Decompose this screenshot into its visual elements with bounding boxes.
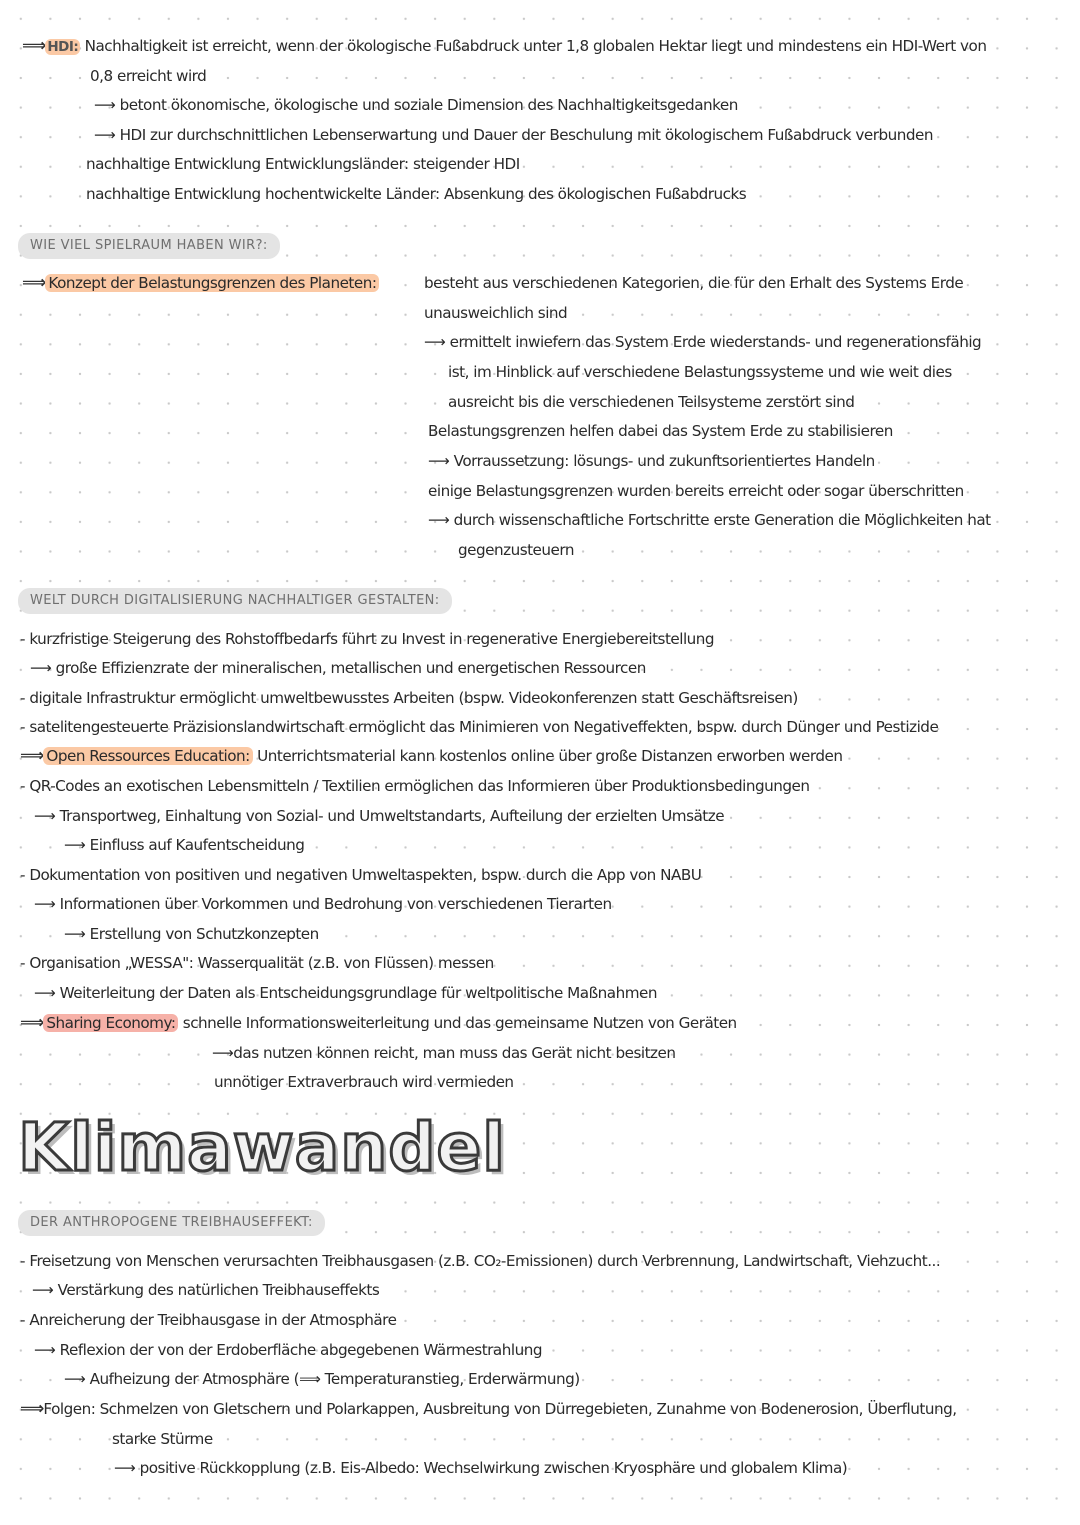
double-arrow-icon: ⟹ <box>22 273 46 293</box>
section-heading-treibhauseffekt: DER ANTHROPOGENE TREIBHAUSEFFEKT: <box>18 1210 325 1236</box>
arrow-right-icon: ⟶ <box>64 836 90 854</box>
arrow-right-icon: ⟶ <box>428 452 454 470</box>
treibhaus-point-4: ⟶ positive Rückkopplung (z.B. Eis-Albedo: Wechselwirkung zwischen Kryosphäre und globalem Klima) <box>114 1459 848 1477</box>
double-arrow-icon: ⟹ <box>22 36 46 56</box>
spielraum-line-6: Belastungsgrenzen helfen dabei das System Erde zu stabilisieren <box>428 422 893 440</box>
arrow-right-icon: ⟶ <box>34 984 60 1002</box>
arrow-right-icon: ⟶ <box>114 1459 140 1477</box>
spielraum-line-1: besteht aus verschiedenen Kategorien, die für den Erhalt des Systems Erde <box>424 274 964 292</box>
spielraum-line-2: unausweichlich sind <box>424 304 568 322</box>
folgen-label: Folgen: <box>43 1400 96 1418</box>
belastungsgrenzen-term: Konzept der Belastungsgrenzen des Planeten: <box>45 274 379 292</box>
double-arrow-icon: ⟹ <box>20 746 44 766</box>
treibhaus-point-1: ⟶ Verstärkung des natürlichen Treibhauseffekts <box>32 1281 380 1299</box>
arrow-right-icon: ⟶ <box>424 333 450 351</box>
treibhaus-point-2: ⟶ Reflexion der von der Erdoberfläche abgegebenen Wärmestrahlung <box>34 1341 542 1359</box>
spielraum-point-3: ⟶ durch wissenschaftliche Fortschritte erste Generation die Möglichkeiten hat <box>428 511 991 529</box>
page-title: Klimawandel <box>18 1109 506 1186</box>
arrow-right-icon: ⟶ <box>30 659 56 677</box>
digital-line-9: - Dokumentation von positiven und negativen Umweltaspekten, bspw. durch die App von NABU <box>20 866 702 884</box>
digital-line-1: - kurzfristige Steigerung des Rohstoffbedarfs führt zu Invest in regenerative Energiebereitstellung <box>20 630 715 648</box>
ore-term: Open Ressources Education: <box>43 747 252 765</box>
digital-point-2: ⟶ Transportweg, Einhaltung von Sozial- und Umweltstandarts, Aufteilung der erzielten Umsätze <box>34 807 725 825</box>
ore-definition <box>20 746 842 766</box>
arrow-right-icon: ⟶ <box>64 1370 90 1388</box>
treibhaus-point-3: ⟶ Aufheizung der Atmosphäre (⟹ Temperaturanstieg, Erderwärmung) <box>64 1370 580 1388</box>
arrow-right-icon: ⟶ <box>64 925 90 943</box>
sharing-term: Sharing Economy: <box>43 1014 178 1032</box>
arrow-right-icon: ⟶ <box>94 126 120 144</box>
spielraum-line-4: ist, im Hinblick auf verschiedene Belastungssysteme und wie weit dies <box>448 363 952 381</box>
double-arrow-icon: ⟹ <box>20 1013 44 1033</box>
sharing-definition <box>20 1013 737 1033</box>
digital-line-3: - digitale Infrastruktur ermöglicht umweltbewusstes Arbeiten (bspw. Videokonferenzen statt Geschäftsreisen) <box>20 689 798 707</box>
spielraum-point-1: ⟶ ermittelt inwiefern das System Erde wiederstands- und regenerationsfähig <box>424 333 982 351</box>
spielraum-point-2: ⟶ Vorraussetzung: lösungs- und zukunftsorientiertes Handeln <box>428 452 875 470</box>
hdi-line-2: 0,8 erreicht wird <box>90 67 207 85</box>
hdi-point-1: ⟶ betont ökonomische, ökologische und soziale Dimension des Nachhaltigkeitsgedanken <box>94 96 738 114</box>
hdi-line-1: Nachhaltigkeit ist erreicht, wenn der ökologische Fußabdruck unter 1,8 globalen Hektar liegt und mindestens ein HDI-Wert von <box>84 37 987 55</box>
digital-point-3: ⟶ Einfluss auf Kaufentscheidung <box>64 836 305 854</box>
treibhaus-line-3: - Anreicherung der Treibhausgase in der Atmosphäre <box>20 1311 397 1329</box>
arrow-right-icon: ⟶ <box>34 807 60 825</box>
arrow-right-icon: ⟶ <box>32 1281 58 1299</box>
digital-line-4: - satelitengesteuerte Präzisionslandwirtschaft ermöglicht das Minimieren von Negativeffekten, bspw. durch Dünger und Pestizide <box>20 718 939 736</box>
digital-point-5: ⟶ Erstellung von Schutzkonzepten <box>64 925 319 943</box>
spielraum-line-5: ausreicht bis die verschiedenen Teilsysteme zerstört sind <box>448 393 855 411</box>
hdi-line-5: nachhaltige Entwicklung Entwicklungsländer: steigender HDI <box>86 155 520 173</box>
arrow-right-icon: ⟶ <box>212 1044 234 1062</box>
treibhaus-line-1: - Freisetzung von Menschen verursachten Treibhausgasen (z.B. CO₂-Emissionen) durch Verbrennung, Landwirtschaft, Viehzucht... <box>20 1252 941 1270</box>
ore-text: Unterrichtsmaterial kann kostenlos online über große Distanzen erworben werden <box>257 747 843 765</box>
digital-point-4: ⟶ Informationen über Vorkommen und Bedrohung von verschiedenen Tierarten <box>34 895 612 913</box>
double-arrow-icon: ⟹ <box>20 1399 44 1419</box>
arrow-right-icon: ⟶ <box>34 1341 60 1359</box>
section-heading-spielraum: WIE VIEL SPIELRAUM HABEN WIR?: <box>18 233 280 259</box>
hdi-tag: HDI: <box>47 39 79 55</box>
digital-line-16: unnötiger Extraverbrauch wird vermieden <box>214 1073 514 1091</box>
hdi-definition <box>22 36 986 57</box>
sharing-text: schnelle Informationsweiterleitung und das gemeinsame Nutzen von Geräten <box>182 1014 737 1032</box>
arrow-right-icon: ⟶ <box>34 895 60 913</box>
belastungsgrenzen-definition <box>22 273 379 293</box>
spielraum-line-8: einige Belastungsgrenzen wurden bereits erreicht oder sogar überschritten <box>428 482 964 500</box>
hdi-point-2: ⟶ HDI zur durchschnittlichen Lebenserwartung und Dauer der Beschulung mit ökologischem Fußabdruck verbunden <box>94 126 934 144</box>
treibhaus-line-7: starke Stürme <box>112 1430 213 1448</box>
arrow-right-icon: ⟶ <box>428 511 454 529</box>
spielraum-line-10: gegenzusteuern <box>458 541 574 559</box>
digital-line-12: - Organisation „WESSA": Wasserqualität (z.B. von Flüssen) messen <box>20 954 494 972</box>
hdi-line-6: nachhaltige Entwicklung hochentwickelte Länder: Absenkung des ökologischen Fußabdrucks <box>86 185 747 203</box>
digital-point-6: ⟶ Weiterleitung der Daten als Entscheidungsgrundlage für weltpolitische Maßnahmen <box>34 984 657 1002</box>
section-heading-digitalisierung: WELT DURCH DIGITALISIERUNG NACHHALTIGER GESTALTEN: <box>18 588 452 614</box>
arrow-right-icon: ⟶ <box>94 96 120 114</box>
digital-point-1: ⟶ große Effizienzrate der mineralischen, metallischen und energetischen Ressourcen <box>30 659 646 677</box>
folgen-definition <box>20 1399 957 1419</box>
digital-point-7: ⟶das nutzen können reicht, man muss das Gerät nicht besitzen <box>212 1044 676 1062</box>
folgen-text: Schmelzen von Gletschern und Polarkappen, Ausbreitung von Dürregebieten, Zunahme von Bodenerosion, Überflutung, <box>99 1400 957 1418</box>
digital-line-6: - QR-Codes an exotischen Lebensmitteln / Textilien ermöglichen das Informieren über Produktionsbedingungen <box>20 777 810 795</box>
